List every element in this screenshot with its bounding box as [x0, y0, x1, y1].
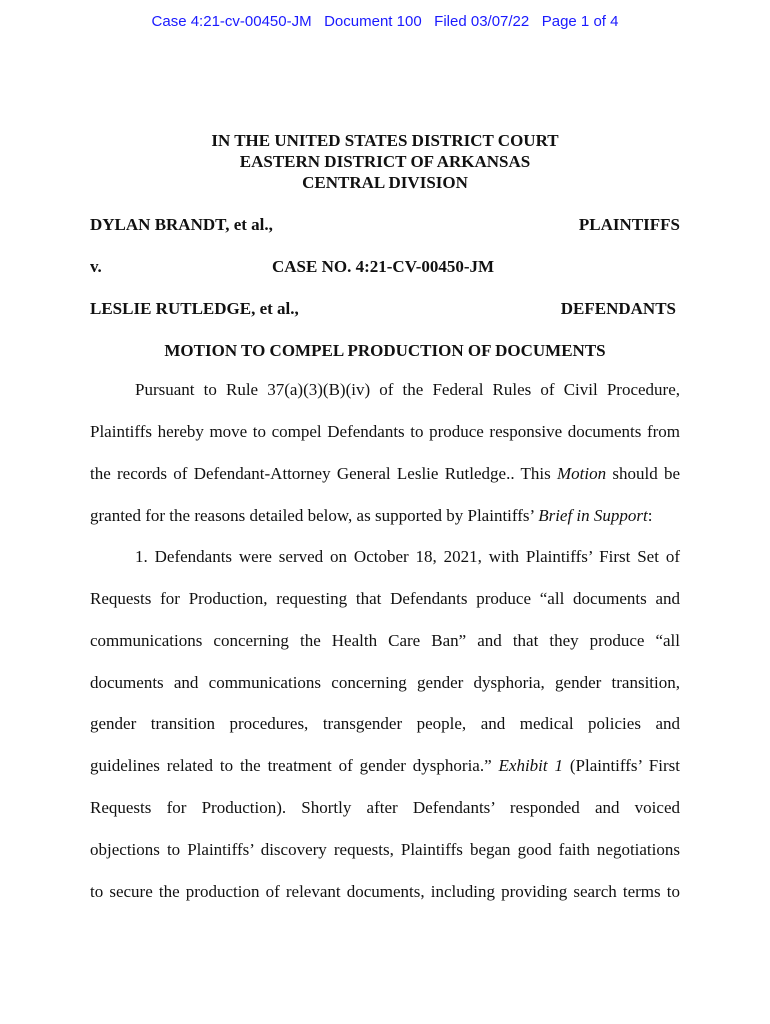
court-name: IN THE UNITED STATES DISTRICT COURT [211, 131, 559, 150]
plaintiffs-name: DYLAN BRANDT, et al., [90, 215, 273, 234]
case-number: CASE NO. 4:21-CV-00450-JM [272, 257, 495, 276]
italic-brief-in-support: Brief in Support [538, 506, 648, 525]
text-run: the records of Defendant-Attorney General Leslie Rutledge.. This [90, 464, 557, 483]
paragraph-1-line-1: Pursuant to Rule 37(a)(3)(B)(iv) of the Federal Rules of Civil Procedure, [135, 380, 680, 399]
text-run: : [647, 506, 653, 525]
text-run: should be [606, 464, 680, 483]
caption-case-row [90, 257, 680, 277]
court-heading [0, 130, 770, 193]
court-district: EASTERN DISTRICT OF ARKANSAS [239, 152, 531, 171]
versus-label: v. [90, 257, 102, 276]
paragraph-1-line-4 [90, 505, 680, 527]
plaintiffs-label: PLAINTIFFS [578, 215, 680, 234]
paragraph-2-line-3: communications concerning the Health Care Ban” and that they produce “all [90, 631, 680, 650]
paragraph-2-line-7: Requests for Production). Shortly after Defendants’ responded and voiced [90, 798, 680, 817]
italic-exhibit-1: Exhibit 1 [498, 756, 563, 775]
paragraph-2-line-1: 1. Defendants were served on October 18, 2021, with Plaintiffs’ First Set of [135, 547, 680, 566]
paragraph-1-line-2: Plaintiffs hereby move to compel Defendants to produce responsive documents from [90, 422, 680, 441]
paragraph-2-line-5: gender transition procedures, transgender people, and medical policies and [90, 714, 680, 733]
text-run: (Plaintiffs’ First [562, 756, 680, 775]
caption-plaintiffs-row [90, 215, 680, 235]
paragraph-2-line-2: Requests for Production, requesting that Defendants produce “all documents and [90, 589, 680, 608]
court-division: CENTRAL DIVISION [302, 173, 468, 192]
paragraph-1-line-3 [90, 463, 680, 485]
motion-title: MOTION TO COMPEL PRODUCTION OF DOCUMENTS [164, 341, 606, 360]
caption-defendants-row [90, 299, 680, 319]
court-filing-stamp: Case 4:21-cv-00450-JM Document 100 Filed 03/07/22 Page 1 of 4 [151, 13, 619, 30]
text-run: guidelines related to the treatment of gender dysphoria.” [90, 756, 499, 775]
text-run: granted for the reasons detailed below, as supported by Plaintiffs’ [90, 506, 539, 525]
defendants-name: LESLIE RUTLEDGE, et al., [90, 299, 299, 318]
paragraph-2-line-9: to secure the production of relevant documents, including providing search terms to [90, 882, 680, 901]
paragraph-2-line-6 [90, 755, 680, 777]
italic-motion: Motion [557, 464, 607, 483]
defendants-label: DEFENDANTS [560, 299, 676, 318]
paragraph-2-line-4: documents and communications concerning gender dysphoria, gender transition, [90, 673, 680, 692]
paragraph-2-line-8: objections to Plaintiffs’ discovery requests, Plaintiffs began good faith negotiations [90, 840, 680, 859]
